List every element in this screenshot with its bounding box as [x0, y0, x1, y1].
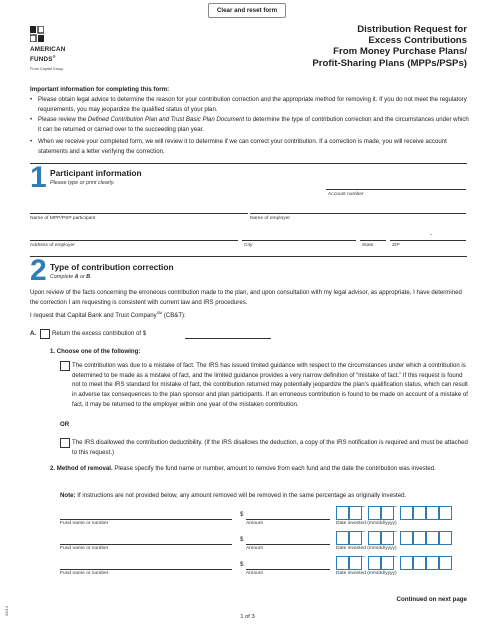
form-title: Distribution Request for Excess Contributions From Money Purchase Plans/ Profit-Sharing Plans (MPPs/PSPs) — [312, 24, 467, 69]
date-digit-box[interactable] — [381, 506, 394, 520]
date-invested-label: Date invested (mm/dd/yyyy) — [336, 571, 397, 576]
mistake-of-fact-text: The contribution was due to a mistake of fact. The IRS has issued limited guidance with respect to the circumstances under which a contribution is determined to be made as a mistake of fact, and the limited guidance provides a very narrow definition of “mistake of fact.” If this request is found not to meet the IRS standard for mistake of fact, the contribution returned may potentially jeopardize the plan’s qualification status, which can result in adverse tax consequences to the plan sponsor and plan participants. If an erroneous contribution is found to be made on account of a mistake of fact, it may be returned to the employer within one year of the mistaken contribution. — [72, 362, 469, 408]
date-digit-box[interactable] — [400, 556, 413, 570]
date-digit-box[interactable] — [349, 531, 362, 545]
date-separator: – — [394, 529, 398, 535]
date-digit-box[interactable] — [413, 556, 426, 570]
or-divider: OR — [60, 421, 70, 428]
fund-name-label: Fund name or number — [60, 571, 109, 576]
account-number-label: Account number — [328, 192, 364, 197]
choose-one-heading: 1. Choose one of the following: — [50, 348, 141, 355]
amount-field[interactable] — [246, 569, 330, 570]
date-digit-box[interactable] — [349, 506, 362, 520]
section1-number: 1 — [30, 161, 47, 194]
date-digit-box[interactable] — [349, 556, 362, 570]
date-separator: – — [362, 554, 366, 560]
employer-name-field[interactable] — [250, 213, 466, 214]
fund-name-field[interactable] — [60, 544, 232, 545]
irs-disallowed-checkbox[interactable] — [60, 438, 70, 448]
section1-subtitle: Please type or print clearly. — [50, 180, 115, 186]
date-digit-box[interactable] — [368, 506, 381, 520]
excess-amount-field[interactable] — [185, 338, 271, 339]
section2-intro-text: Upon review of the facts concerning the erroneous contribution made to the plan, and upon consultation with my legal advisor, as appropriate, I have determined the correction I am requesting is consistent with current law and IRS procedures. — [30, 289, 462, 306]
date-digit-box[interactable] — [413, 531, 426, 545]
date-digit-box[interactable] — [381, 556, 394, 570]
section-divider — [30, 256, 467, 257]
dollar-sign: $ — [240, 511, 244, 518]
date-digit-box[interactable] — [400, 506, 413, 520]
date-invested-label: Date invested (mm/dd/yyyy) — [336, 546, 397, 551]
section-divider — [30, 163, 467, 164]
continued-notice: Continued on next page — [396, 596, 467, 603]
intro-bullet: • When we receive your completed form, we will review it to determine if we can correct your contribution. If a correction is made, you will receive account statements and a letter verifying the correction. — [30, 138, 447, 155]
american-funds-logo-icon — [30, 26, 44, 42]
date-digit-box[interactable] — [381, 531, 394, 545]
dollar-sign: $ — [240, 536, 244, 543]
date-digit-box[interactable] — [413, 506, 426, 520]
date-digit-box[interactable] — [368, 531, 381, 545]
option-a-label: A. — [30, 330, 37, 337]
zip-separator: - — [430, 232, 432, 238]
fund-name-field[interactable] — [60, 519, 232, 520]
clear-reset-button[interactable]: Clear and reset form — [208, 3, 286, 18]
section2-heading: Type of contribution correction — [50, 262, 174, 272]
employer-address-field[interactable] — [30, 240, 238, 241]
date-separator: – — [394, 504, 398, 510]
amount-label: Amount — [246, 521, 263, 526]
method-of-removal-text: 2. Method of removal. Please specify the fund name or number, amount to remove from each fund and the date the contribution was invested. — [50, 465, 436, 472]
page-number: 1 of 3 — [240, 614, 255, 620]
fund-name-label: Fund name or number — [60, 521, 109, 526]
cbt-request-text: I request that Capital Bank and Trust Company℠ (CB&T): — [30, 311, 186, 320]
participant-name-label: Name of MPP/PSP participant — [30, 216, 96, 221]
date-separator: – — [362, 504, 366, 510]
date-digit-box[interactable] — [400, 531, 413, 545]
note-text: Note: If instructions are not provided below, any amount removed will be removed in the same percentage as originally invested. — [60, 492, 407, 499]
participant-name-field[interactable] — [30, 213, 248, 214]
fund-name-label: Fund name or number — [60, 546, 109, 551]
form-revision-code: 05/14 — [4, 605, 9, 616]
logo-text-funds: FUNDS® — [30, 54, 56, 64]
amount-label: Amount — [246, 571, 263, 576]
date-separator: – — [394, 554, 398, 560]
employer-address-label: Address of employer — [30, 243, 75, 248]
date-digit-box[interactable] — [336, 531, 349, 545]
date-digit-box[interactable] — [336, 556, 349, 570]
date-separator: – — [362, 529, 366, 535]
irs-disallowed-text: The IRS disallowed the contribution deductibility. (If the IRS disallows the deduction, a copy of the IRS notification is required and must be attached to this request.) — [72, 439, 468, 456]
date-digit-box[interactable] — [426, 506, 439, 520]
date-invested-label: Date invested (mm/dd/yyyy) — [336, 521, 397, 526]
amount-label: Amount — [246, 546, 263, 551]
amount-field[interactable] — [246, 519, 330, 520]
state-label: State — [362, 243, 374, 248]
logo-subtitle: From Capital Group — [30, 67, 64, 71]
date-digit-box[interactable] — [426, 531, 439, 545]
zip-field[interactable] — [390, 240, 466, 241]
option-a-checkbox[interactable] — [40, 329, 50, 339]
intro-bullet: • Please review the Defined Contribution Plan and Trust Basic Plan Document to determine the type of contribution correction and the circumstances under which it can be returned or carried over to the succeeding plan year. — [30, 116, 469, 133]
state-field[interactable] — [360, 240, 386, 241]
dollar-sign: $ — [240, 561, 244, 568]
date-digit-box[interactable] — [439, 531, 452, 545]
intro-heading: Important information for completing this form: — [30, 86, 170, 93]
section1-heading: Participant information — [50, 168, 142, 178]
city-label: City — [244, 243, 253, 248]
section2-number: 2 — [30, 254, 47, 287]
mistake-of-fact-checkbox[interactable] — [60, 361, 70, 371]
option-a-text: Return the excess contribution of $ — [52, 330, 147, 337]
fund-name-field[interactable] — [60, 569, 232, 570]
date-digit-box[interactable] — [426, 556, 439, 570]
account-number-field[interactable] — [326, 189, 466, 190]
zip-label: ZIP — [392, 243, 400, 248]
date-digit-box[interactable] — [439, 556, 452, 570]
date-digit-box[interactable] — [368, 556, 381, 570]
date-digit-box[interactable] — [336, 506, 349, 520]
intro-bullet: • Please obtain legal advice to determine the reason for your contribution correction and the appropriate method for removing it. If you do not meet the regulatory requirements, you may jeopardize the qualified status of your plan. — [30, 96, 467, 113]
employer-name-label: Name of employer — [250, 216, 290, 221]
date-digit-box[interactable] — [439, 506, 452, 520]
section2-subtitle: Complete A or B. — [50, 274, 92, 280]
amount-field[interactable] — [246, 544, 330, 545]
city-field[interactable] — [242, 240, 356, 241]
logo-text-american: AMERICAN — [30, 46, 66, 53]
